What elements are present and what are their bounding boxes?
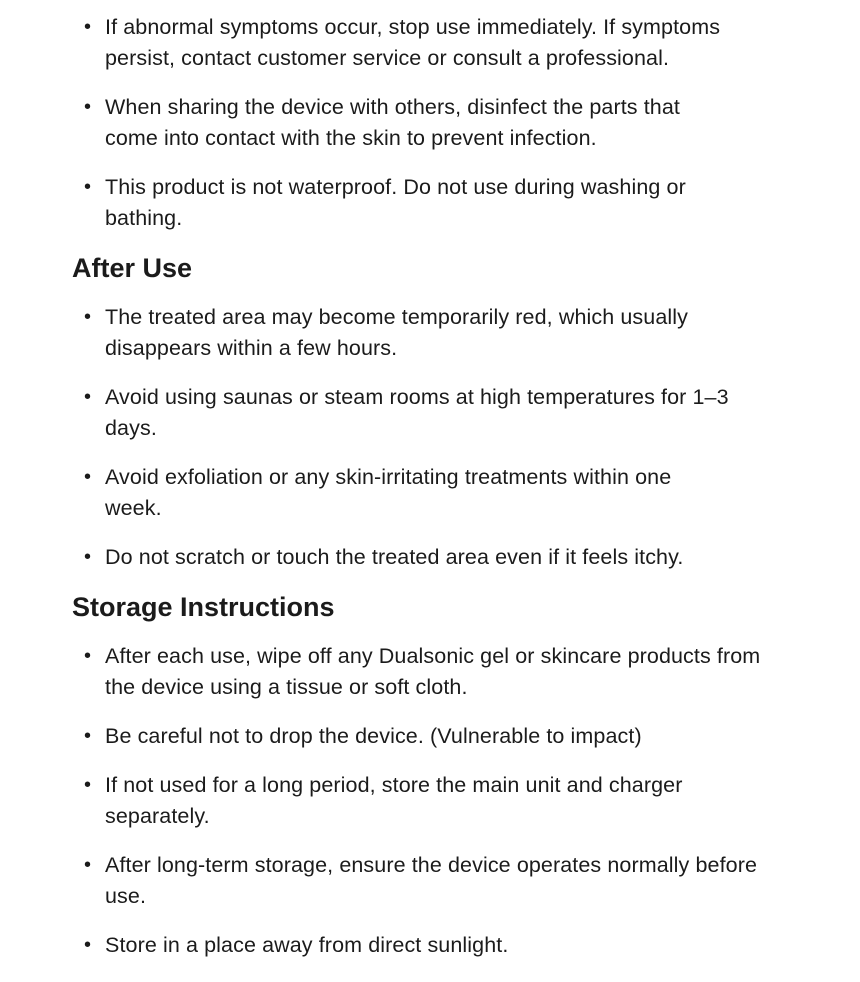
bullet-icon: •	[84, 774, 92, 796]
list-item-text: After long-term storage, ensure the device operates normally before	[105, 853, 758, 877]
list-item	[0, 641, 860, 703]
list-item	[0, 770, 860, 832]
list-item-text: If abnormal symptoms occur, stop use immediately. If symptoms	[105, 15, 721, 39]
list-item	[0, 542, 860, 573]
list-item-text: The treated area may become temporarily red, which usually	[105, 305, 688, 329]
list-item-text: use.	[105, 884, 147, 908]
list-item-text: Do not scratch or touch the treated area even if it feels itchy.	[105, 545, 684, 569]
list-item-text: come into contact with the skin to prevent infection.	[105, 126, 597, 150]
list-item-text: Avoid exfoliation or any skin-irritating treatments within one	[105, 465, 672, 489]
list-item-text: This product is not waterproof. Do not use during washing or	[105, 175, 686, 199]
bullet-icon: •	[84, 854, 92, 876]
bullet-icon: •	[84, 546, 92, 568]
list-item	[0, 92, 860, 154]
list-item-text: After each use, wipe off any Dualsonic gel or skincare products from	[105, 644, 761, 668]
bullet-icon: •	[84, 725, 92, 747]
list-item-text: persist, contact customer service or consult a professional.	[105, 46, 670, 70]
list-item	[0, 462, 860, 524]
list-item	[0, 172, 860, 234]
document-body	[0, 12, 860, 961]
list-item-text: days.	[105, 416, 157, 440]
bullet-list	[0, 12, 860, 234]
bullet-icon: •	[84, 176, 92, 198]
list-item	[0, 850, 860, 912]
list-item-text: the device using a tissue or soft cloth.	[105, 675, 468, 699]
list-item-text: disappears within a few hours.	[105, 336, 398, 360]
list-item-text: Be careful not to drop the device. (Vulnerable to impact)	[105, 724, 642, 748]
list-item-text: When sharing the device with others, disinfect the parts that	[105, 95, 680, 119]
bullet-icon: •	[84, 16, 92, 38]
list-item	[0, 382, 860, 444]
bullet-icon: •	[84, 645, 92, 667]
list-item	[0, 930, 860, 961]
bullet-list	[0, 302, 860, 573]
bullet-icon: •	[84, 466, 92, 488]
bullet-list	[0, 641, 860, 961]
list-item	[0, 302, 860, 364]
section-heading: Storage Instructions	[72, 592, 335, 622]
bullet-icon: •	[84, 96, 92, 118]
list-item	[0, 12, 860, 74]
list-item	[0, 721, 860, 752]
section-heading: After Use	[72, 253, 193, 283]
list-item-text: bathing.	[105, 206, 183, 230]
list-item-text: week.	[105, 496, 162, 520]
bullet-icon: •	[84, 306, 92, 328]
bullet-icon: •	[84, 386, 92, 408]
list-item-text: If not used for a long period, store the main unit and charger	[105, 773, 683, 797]
list-item-text: Avoid using saunas or steam rooms at high temperatures for 1–3	[105, 385, 729, 409]
list-item-text: Store in a place away from direct sunlight.	[105, 933, 509, 957]
bullet-icon: •	[84, 934, 92, 956]
list-item-text: separately.	[105, 804, 210, 828]
